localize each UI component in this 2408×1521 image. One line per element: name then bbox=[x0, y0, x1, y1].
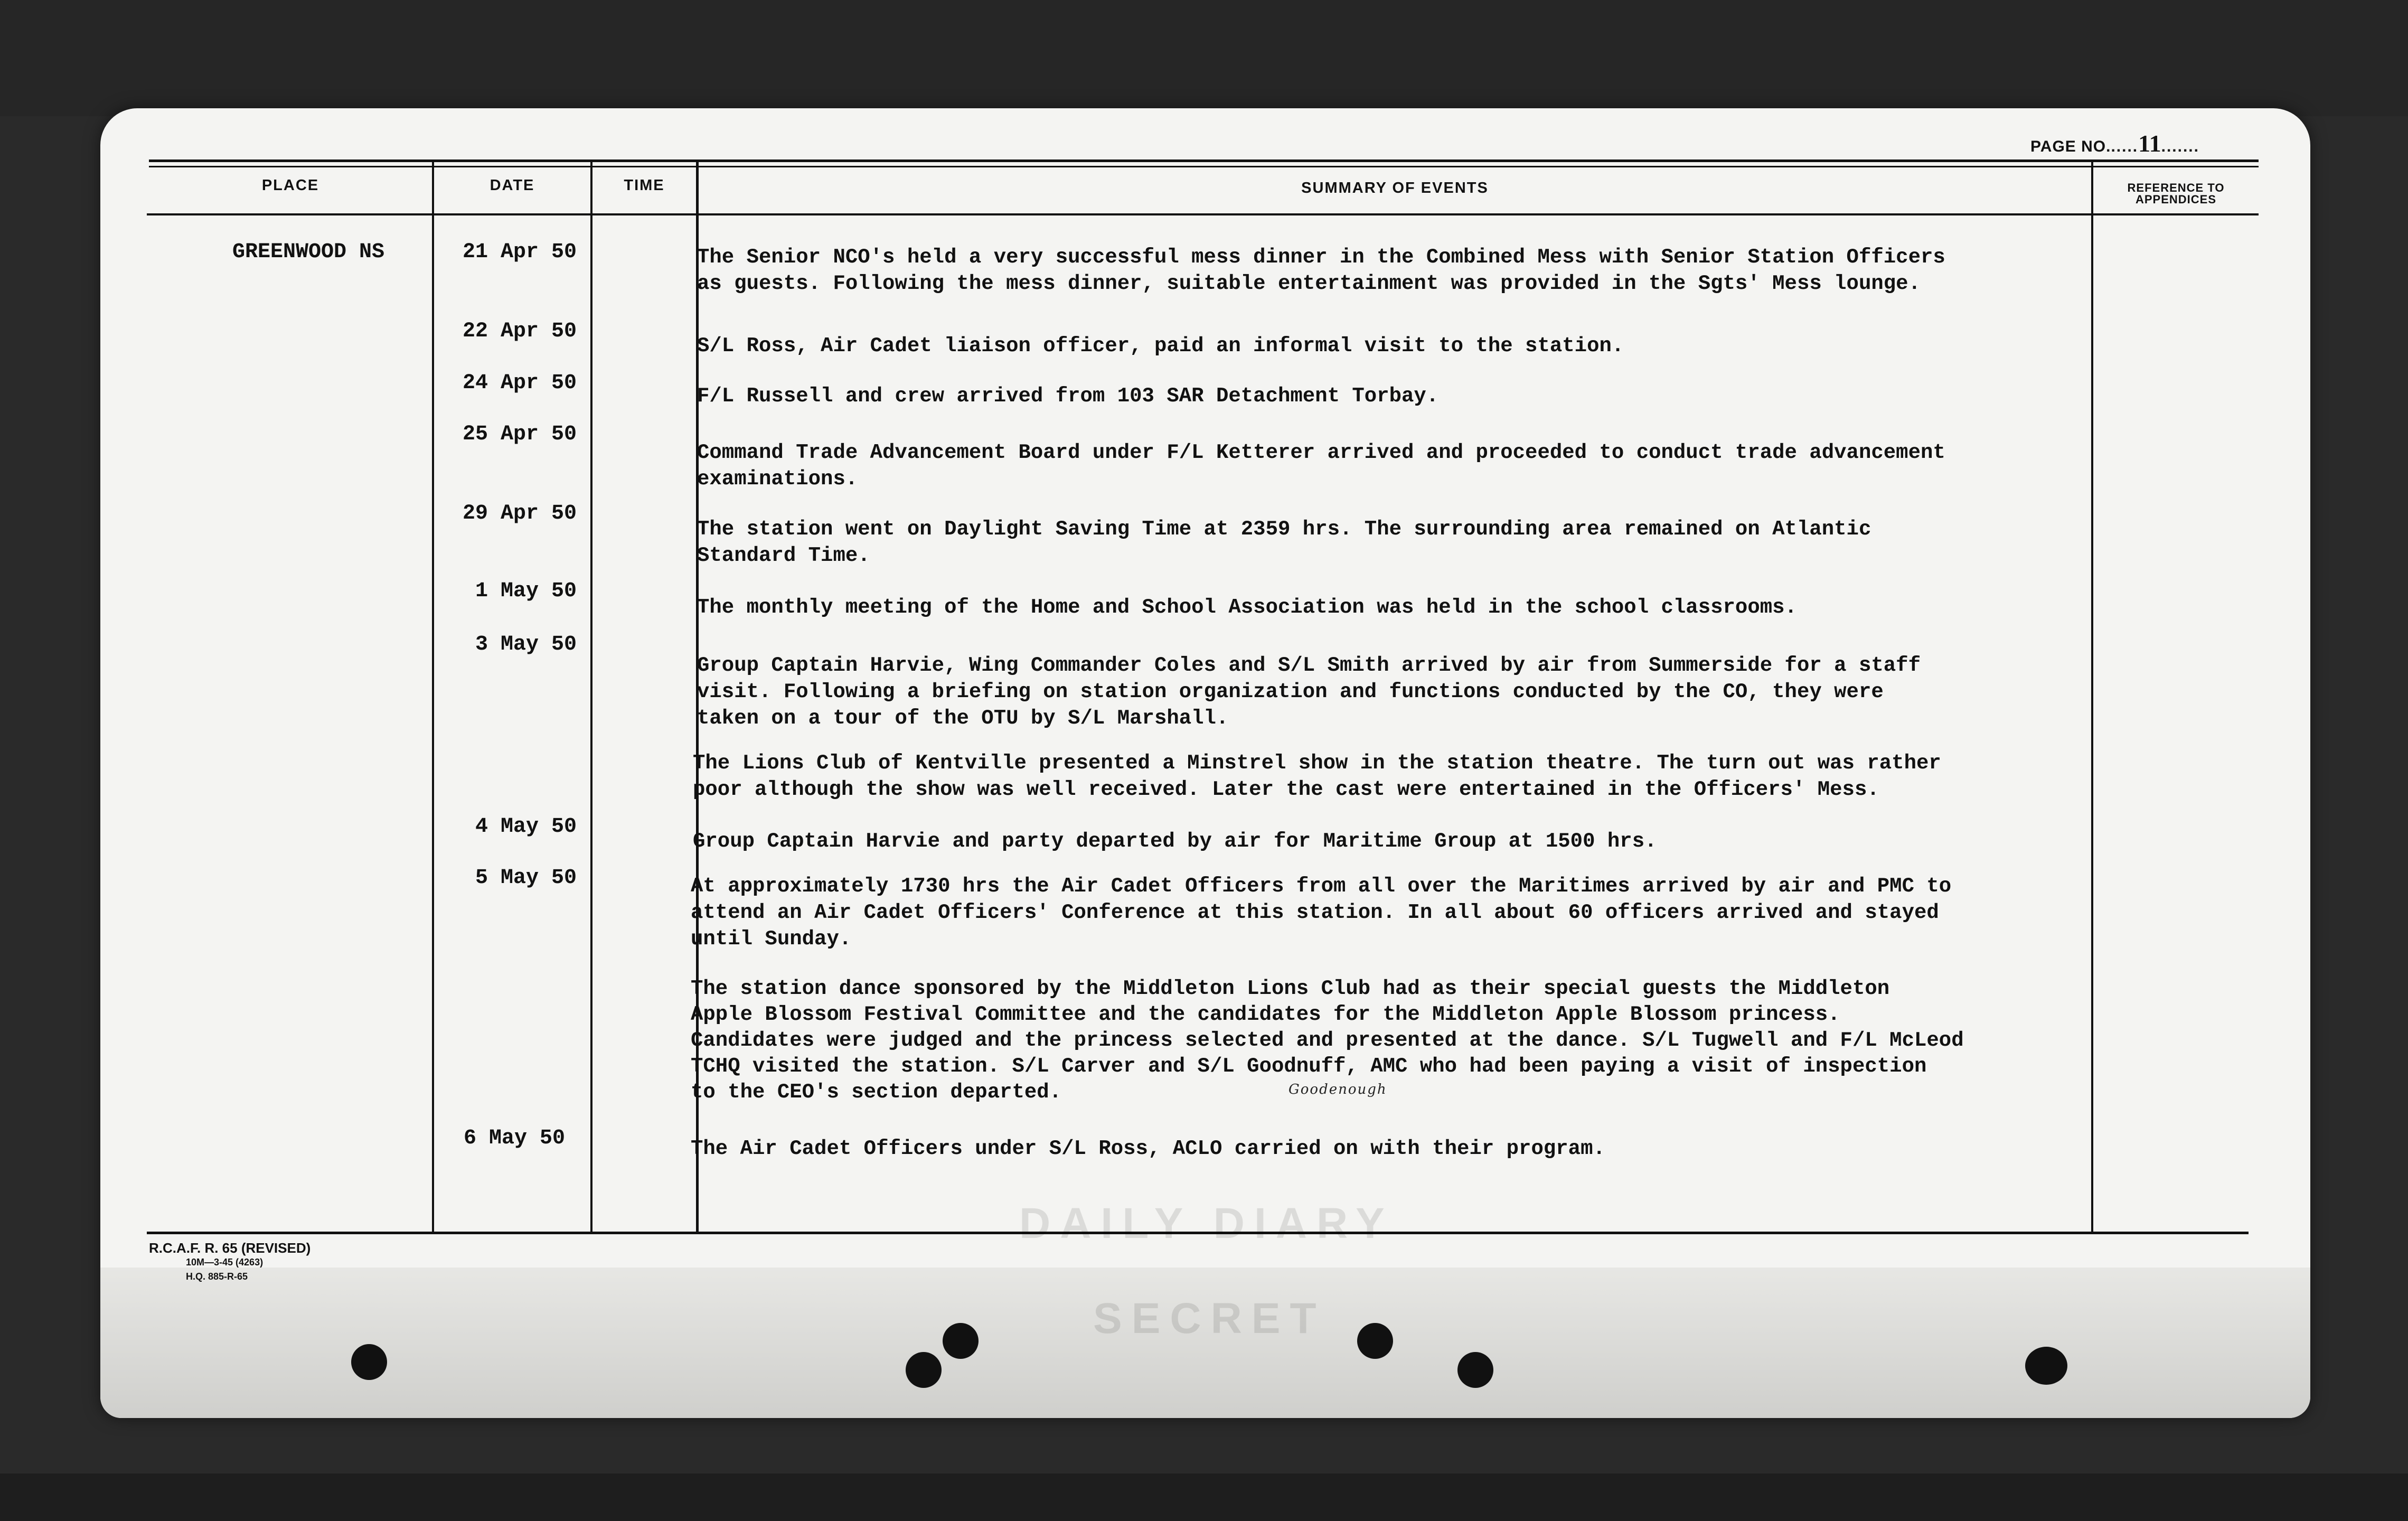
date-cell: 5 May 50 bbox=[475, 866, 577, 890]
punch-hole bbox=[2025, 1347, 2067, 1385]
summary-entry: The Senior NCO's held a very successful mess dinner in the Combined Mess with Senior Station Officers as guests. Following the mess dinner, suitable entertainment was provided in the Sgts' Mess lounge. bbox=[697, 246, 1945, 295]
page-number: PAGE NO......11....... bbox=[2030, 130, 2199, 157]
punch-hole bbox=[1457, 1352, 1493, 1388]
table-top-double-rule-inner bbox=[149, 166, 2259, 167]
form-identifier-line3: H.Q. 885-R-65 bbox=[186, 1271, 248, 1282]
punch-hole bbox=[351, 1344, 387, 1380]
table-top-double-rule bbox=[149, 159, 2259, 162]
summary-entry: The monthly meeting of the Home and School Association was held in the school classrooms. bbox=[697, 596, 1797, 619]
summary-entry: The station went on Daylight Saving Time at 2359 hrs. The surrounding area remained on Atlantic Standard Time. bbox=[697, 518, 1871, 567]
header-place: PLACE bbox=[261, 177, 319, 194]
scan-background-bottom bbox=[0, 1473, 2408, 1521]
date-cell: 29 Apr 50 bbox=[462, 502, 577, 525]
date-cell: 21 Apr 50 bbox=[462, 240, 577, 264]
faint-stamp-daily-diary: DAILY DIARY bbox=[1019, 1199, 1394, 1247]
header-summary: SUMMARY OF EVENTS bbox=[1301, 180, 1489, 196]
date-cell: 4 May 50 bbox=[475, 815, 577, 839]
scan-background-top bbox=[0, 0, 2408, 116]
header-time: TIME bbox=[624, 177, 665, 194]
column-divider-summary-reference bbox=[2091, 162, 2093, 1232]
summary-entry: Group Captain Harvie, Wing Commander Coles and S/L Smith arrived by air from Summerside for a staff visit. Following a briefing on station organization and functions conducted by the CO, they were taken on a tour of the OTU by S/L Marshall. bbox=[697, 654, 1921, 730]
header-bottom-rule bbox=[147, 213, 2259, 215]
place-cell: GREENWOOD NS bbox=[232, 240, 385, 264]
summary-entry: F/L Russell and crew arrived from 103 SAR Detachment Torbay. bbox=[697, 384, 1439, 408]
date-cell: 22 Apr 50 bbox=[462, 320, 577, 343]
punch-hole bbox=[943, 1323, 979, 1359]
date-cell: 25 Apr 50 bbox=[462, 422, 577, 446]
header-date: DATE bbox=[490, 177, 535, 194]
page-number-label: PAGE NO. bbox=[2030, 138, 2111, 155]
summary-entry: The Lions Club of Kentville presented a Minstrel show in the station theatre. The turn out was rather poor although the show was well received. Later the cast were entertained in the Officers' Mess. bbox=[693, 752, 1941, 801]
header-reference bbox=[2093, 182, 2259, 205]
date-cell: 1 May 50 bbox=[475, 579, 577, 603]
summary-entry: At approximately 1730 hrs the Air Cadet Officers from all over the Maritimes arrived by air and PMC to attend an Air Cadet Officers' Conference at this station. In all about 60 officers arrived and stayed until Sunday. bbox=[691, 875, 1952, 951]
summary-entry: Group Captain Harvie and party departed by air for Maritime Group at 1500 hrs. bbox=[693, 830, 1657, 853]
summary-entry: The Air Cadet Officers under S/L Ross, ACLO carried on with their program. bbox=[691, 1137, 1605, 1160]
form-identifier-line2: 10M—3-45 (4263) bbox=[186, 1257, 264, 1268]
date-cell: 6 May 50 bbox=[463, 1126, 565, 1150]
faint-stamp-secret: SECRET bbox=[1093, 1294, 1326, 1342]
summary-entry: S/L Ross, Air Cadet liaison officer, paid an informal visit to the station. bbox=[697, 334, 1624, 358]
handwritten-correction: Goodenough bbox=[1288, 1082, 1387, 1097]
form-identifier bbox=[149, 1241, 311, 1284]
page-number-value: 11 bbox=[2138, 130, 2161, 157]
date-cell: 3 May 50 bbox=[475, 633, 577, 656]
header-reference-line2: APPENDICES bbox=[2135, 193, 2217, 206]
summary-entry: Command Trade Advancement Board under F/L Ketterer arrived and proceeded to conduct trade advancement examinations. bbox=[697, 441, 1945, 491]
punch-hole bbox=[1357, 1323, 1393, 1359]
header-reference-line1: REFERENCE TO bbox=[2127, 181, 2225, 194]
date-cell: 24 Apr 50 bbox=[462, 371, 577, 395]
form-identifier-line1: R.C.A.F. R. 65 (REVISED) bbox=[149, 1240, 311, 1256]
summary-entry: The station dance sponsored by the Middleton Lions Club had as their special guests the Middleton Apple Blossom Festival Committee and the candidates for the Middleton Apple Blossom princess. Candidates were judged and the princess selected and presented at the dance. S/L Tugwell and F/L McLeod TCHQ visited the station. S/L Carver and S/L Goodnuff, AMC who had been paying a visit of inspection to the CEO's section departed. bbox=[691, 977, 1964, 1104]
column-divider-date-time bbox=[590, 162, 592, 1232]
punch-hole bbox=[906, 1352, 942, 1388]
